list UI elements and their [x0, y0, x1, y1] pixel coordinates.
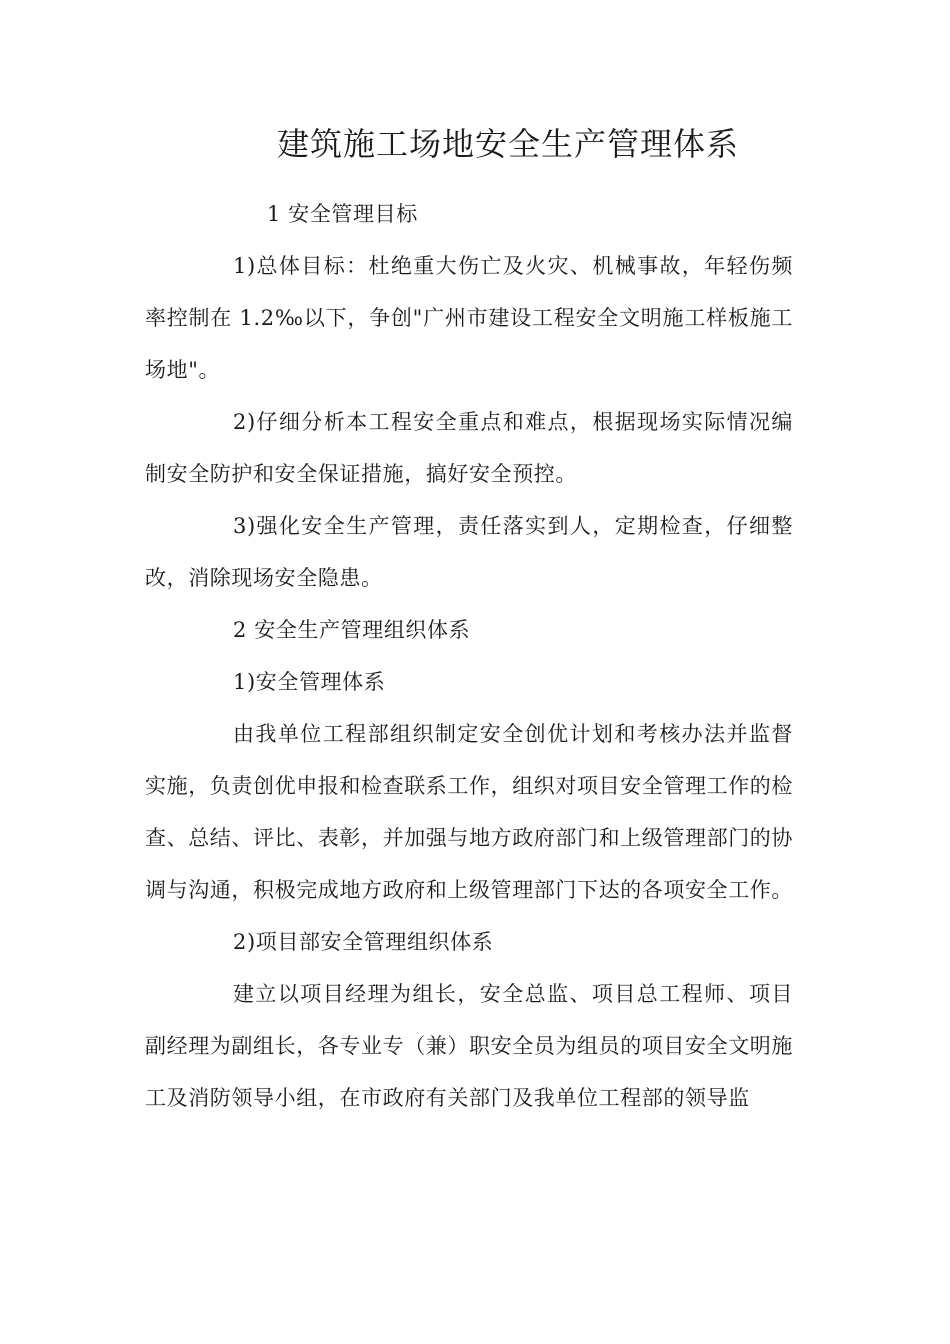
paragraph-goal-1: 1)总体目标：杜绝重大伤亡及火灾、机械事故，年轻伤频率控制在 1.2‰以下，争创"广州市建设工程安全文明施工样板施工场地"。: [145, 254, 793, 382]
document-body: [145, 188, 793, 1124]
subheading-safety-system: 1)安全管理体系: [233, 670, 386, 694]
paragraph-project-system: 建立以项目经理为组长，安全总监、项目总工程师、项目副经理为副组长，各专业专（兼）职安全员为组员的项目安全文明施工及消防领导小组，在市政府有关部门及我单位工程部的领导监: [145, 982, 793, 1110]
document-title: 建筑施工场地安全生产管理体系: [276, 125, 739, 163]
paragraph-goal-3: 3)强化安全生产管理，责任落实到人，定期检查，仔细整改，消除现场安全隐患。: [145, 514, 793, 590]
section-heading-1: 1 安全管理目标: [267, 202, 418, 226]
paragraph-goal-2: 2)仔细分析本工程安全重点和难点，根据现场实际情况编制安全防护和安全保证措施，搞好安全预控。: [145, 410, 793, 486]
paragraph-safety-system: 由我单位工程部组织制定安全创优计划和考核办法并监督实施，负责创优申报和检查联系工作，组织对项目安全管理工作的检查、总结、评比、表彰，并加强与地方政府部门和上级管理部门的协调与沟通，积极完成地方政府和上级管理部门下达的各项安全工作。: [145, 722, 793, 902]
section-heading-2: 2 安全生产管理组织体系: [233, 618, 471, 642]
subheading-project-system: 2)项目部安全管理组织体系: [233, 930, 494, 954]
